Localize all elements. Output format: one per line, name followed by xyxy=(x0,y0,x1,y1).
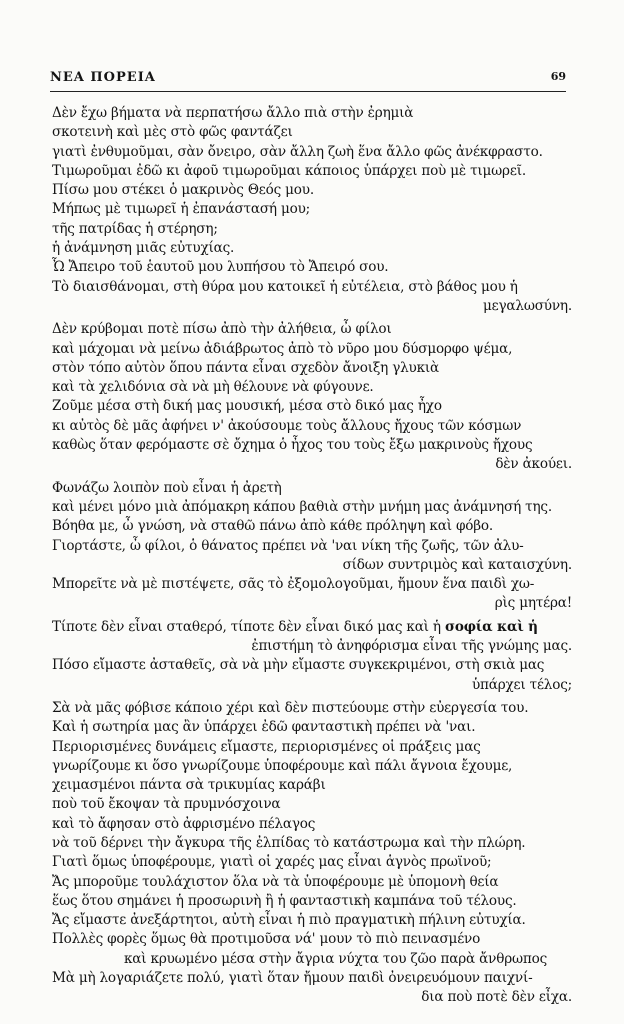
page-number: 69 xyxy=(550,70,566,83)
running-header xyxy=(50,70,566,90)
poem-line: καὶ μένει μόνο μιὰ ἀπόμακρη κάπου βαθιὰ στὴν μνήμη μας ἀνάμνησή της. xyxy=(52,498,552,515)
poem-line-continuation: δὲν ἀκούει. xyxy=(495,456,572,473)
journal-title: ΝΕΑ ΠΟΡΕΙΑ xyxy=(50,70,156,85)
poem-line: Ζοῦμε μέσα στὴ δική μας μουσική, μέσα στὸ δικό μας ἦχο xyxy=(52,398,442,415)
poem-line-continuation: καὶ κρυωμένο μέσα στὴν ἄγρια νύχτα του ζῶο παρὰ ἄνθρωπος xyxy=(124,950,547,967)
poem-line: ἡ ἀνάμνηση μιᾶς εὐτυχίας. xyxy=(52,240,235,257)
poem-line: σκοτεινὴ καὶ μὲς στὸ φῶς φαντάζει xyxy=(52,124,293,141)
poem-line: καὶ τὰ χελιδόνια σὰ νὰ μὴ θέλουνε νὰ φύγουνε. xyxy=(52,379,374,396)
poem-line: καθὼς ὅταν φερόμαστε σὲ ὄχημα ὁ ἦχος του τοὺς ἔξω μακρινοὺς ἤχους xyxy=(52,437,533,454)
poem-body xyxy=(52,104,572,1008)
poem-line: γνωρίζουμε κι ὅσο γνωρίζουμε ὑποφέρουμε καὶ πάλι ἄγνοια ἔχουμε, xyxy=(52,757,513,774)
poem-line-continuation: ὑπάρχει τέλος; xyxy=(471,676,572,693)
poem-line: καὶ τὸ ἄφησαν στὸ ἀφρισμένο πέλαγος xyxy=(52,815,316,832)
poem-line: τῆς πατρίδας ἡ στέρηση; xyxy=(52,220,218,237)
poem-line: Ὦ Ἄπειρο τοῦ ἑαυτοῦ μου λυπήσου τὸ Ἄπειρό σου. xyxy=(52,259,389,276)
poem-line: Δὲν ἔχω βήματα νὰ περπατήσω ἄλλο πιὰ στὴν ἐρημιὰ xyxy=(52,105,414,121)
poem-line: καὶ μάχομαι νὰ μείνω ἀδιάβρωτος ἀπὸ τὸ νῦρο μου δύσμορφο ψέμα, xyxy=(52,340,513,357)
header-rule xyxy=(50,91,566,92)
poem-line: Μήπως μὲ τιμωρεῖ ἡ ἐπανάστασή μου; xyxy=(52,201,311,218)
poem-line: Τὸ διαισθάνομαι, στὴ θύρα μου κατοικεῖ ἡ εὐτέλεια, στὸ βάθος μου ἡ xyxy=(52,278,518,295)
poem-line: Δὲν κρύβομαι ποτὲ πίσω ἀπὸ τὴν ἀλήθεια, ὦ φίλοι xyxy=(52,321,392,338)
poem-line-continuation: δια ποὺ ποτὲ δὲν εἶχα. xyxy=(421,989,572,1006)
poem-line: χειμασμένοι πάντα σὰ τρικυμίας καράβι xyxy=(52,777,326,794)
poem-line-continuation: σίδων συντριμὸς καὶ καταισχύνη. xyxy=(342,556,572,573)
poem-line: Φωνάζω λοιπὸν ποὺ εἶναι ἡ ἀρετὴ xyxy=(52,479,282,496)
poem-line-text: Τίποτε δὲν εἶναι σταθερό, τίποτε δὲν εἶναι δικό μας καὶ ἡ xyxy=(52,618,445,635)
poem-line: Πολλὲς φορὲς ὅμως θὰ προτιμοῦσα νά' μουν τὸ πιὸ πεινασμένο xyxy=(52,931,481,948)
poem-line-continuation: μεγαλωσύνη. xyxy=(483,297,572,314)
poem-line xyxy=(52,618,572,637)
poem-line: γιατὶ ἐνθυμοῦμαι, σὰν ὄνειρο, σὰν ἄλλη ζωὴ ἕνα ἄλλο φῶς ἀνέκφραστο. xyxy=(52,143,543,160)
poem-line: Μπορεῖτε νὰ μὲ πιστέψετε, σᾶς τὸ ἐξομολογοῦμαι, ἤμουν ἕνα παιδὶ χω- xyxy=(52,576,535,593)
poem-line: ἕως ὅτου σημάνει ἡ προσωρινὴ ἢ ἡ φανταστικὴ καμπάνα τοῦ τέλους. xyxy=(52,892,517,909)
poem-line: κι αὐτὸς δὲ μᾶς ἀφήνει ν' ἀκούσουμε τοὺς ἄλλους ἤχους τῶν κόσμων xyxy=(52,417,522,434)
poem-line-continuation: ἐπιστήμη τὸ ἀνηφόρισμα εἶναι τῆς γνώμης μας. xyxy=(251,638,572,655)
poem-line: Ἄς εἴμαστε ἀνεξάρτητοι, αὐτὴ εἶναι ἡ πιὸ πραγματικὴ πήλινη εὐτυχία. xyxy=(52,912,526,929)
poem-line: Σὰ νὰ μᾶς φόβισε κάποιο χέρι καὶ δὲν πιστεύουμε στὴν εὐεργεσία του. xyxy=(52,699,529,716)
poem-line: Πόσο εἴμαστε ἀσταθεῖς, σὰ νὰ μὴν εἴμαστε συγκεκριμένοι, στὴ σκιὰ μας xyxy=(52,657,545,674)
poem-line: Καὶ ἡ σωτηρία μας ἂν ὑπάρχει ἐδῶ φανταστικὴ πρέπει νὰ 'ναι. xyxy=(52,719,476,736)
poem-line: στὸν τόπο αὐτὸν ὅπου πάντα εἶναι σχεδὸν ἄνοιξη γλυκιὰ xyxy=(52,359,440,376)
emphasized-text: σοφία καὶ ἡ xyxy=(445,618,538,635)
poem-line-continuation: ρὶς μητέρα! xyxy=(494,595,572,612)
poem-line: Πίσω μου στέκει ὁ μακρινὸς Θεός μου. xyxy=(52,182,314,199)
poem-line: Ἄς μποροῦμε τουλάχιστον ὅλα νὰ τὰ ὑποφέρουμε μὲ ὑπομονὴ θεία xyxy=(52,873,499,890)
poem-line: Τιμωροῦμαι ἐδῶ κι ἀφοῦ τιμωροῦμαι κάποιος ὑπάρχει ποὺ μὲ τιμωρεῖ. xyxy=(52,162,526,179)
poem-line: Γιορτάστε, ὦ φίλοι, ὁ θάνατος πρέπει νὰ 'ναι νίκη τῆς ζωῆς, τῶν ἀλυ- xyxy=(52,537,524,554)
poem-line: ποὺ τοῦ ἔκοψαν τὰ πρυμνόσχοινα xyxy=(52,796,281,813)
poem-line: Βόηθα με, ὦ γνώση, νὰ σταθῶ πάνω ἀπὸ κάθε πρόληψη καὶ φόβο. xyxy=(52,518,494,535)
poem-line: Περιορισμένες δυνάμεις εἴμαστε, περιορισμένες οἱ πράξεις μας xyxy=(52,738,481,755)
poem-line: νὰ τοῦ δέρνει τὴν ἄγκυρα τῆς ἐλπίδας τὸ κατάστρωμα καὶ τὴν πλώρη. xyxy=(52,834,526,851)
poem-line: Μὰ μὴ λογαριάζετε πολύ, γιατὶ ὅταν ἤμουν παιδὶ ὀνειρευόμουν παιχνί- xyxy=(52,970,533,987)
poem-line: Γιατὶ ὅμως ὑποφέρουμε, γιατὶ οἱ χαρές μας εἶναι ἁγνὸς πρωϊνοῦ; xyxy=(52,854,492,871)
